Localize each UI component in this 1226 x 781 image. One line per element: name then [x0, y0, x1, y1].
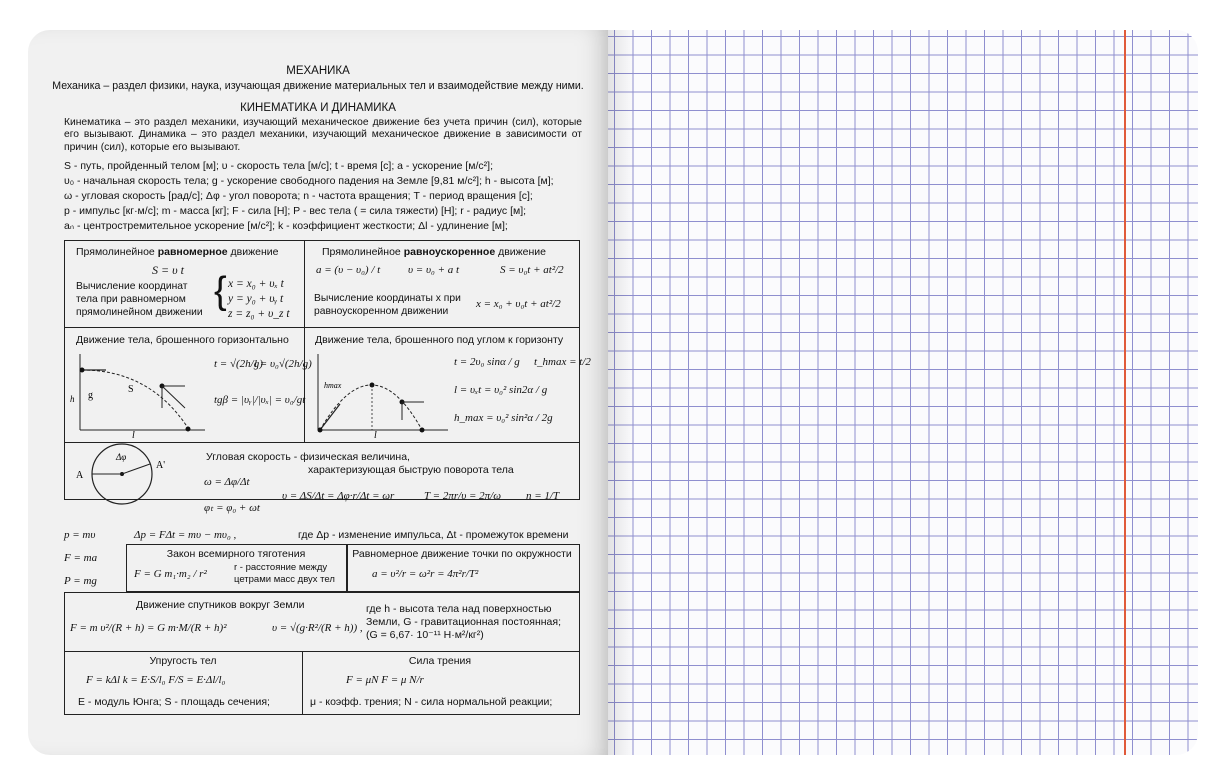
def-line-1: S - путь, пройденный телом [м]; υ - скорость тела [м/с]; t - время [с]; a - ускорение [м/с²]; [64, 160, 494, 172]
intro-text: Механика – раздел физики, наука, изучающая движение материальных тел и взаимодействие между ними. [52, 80, 584, 92]
svg-text:Δφ: Δφ [116, 452, 127, 462]
gravity-note-1: r - расстояние между [234, 562, 328, 573]
satellite-note-2: Земли, G - гравитационная постоянная; [366, 616, 561, 628]
uniform-formula: S = υ t [152, 263, 184, 277]
angle-f3: l = υₓt = υ₀² sin2α / g [454, 384, 548, 396]
right-page-grid [608, 30, 1198, 755]
circle-motion-formula: a = υ²/r = ω²r = 4π²r/T² [372, 568, 479, 580]
impulse-note: где Δp - изменение импульса, Δt - промежуток времени [298, 529, 569, 541]
accel-coord-formula: x = x₀ + υ₀t + at²/2 [476, 298, 561, 310]
gravity-title: Закон всемирного тяготения [166, 548, 306, 560]
accel-coord-text: Вычисление координаты x при равноускоренном движении [314, 293, 461, 317]
rotation-desc-2: характеризующая быструю поворота тела [308, 464, 514, 476]
section-title: КИНЕМАТИКА И ДИНАМИКА [240, 102, 396, 114]
svg-text:l: l [132, 430, 135, 441]
horizontal-throw-diagram [70, 350, 210, 441]
left-page [28, 30, 608, 755]
elastic-formula: F = kΔl k = E·S/l₀ F/S = E·Δl/l₀ [86, 674, 226, 686]
coord-brace: { [214, 270, 227, 312]
accel-f2: υ = υ₀ + a t [408, 264, 460, 276]
friction-note: μ - коэфф. трения; N - сила нормальной реакции; [310, 696, 553, 708]
gravity-formula: F = G m₁·m₂ / r² [134, 568, 207, 580]
angle-f4: h_max = υ₀² sin²α / 2g [454, 412, 553, 424]
impulse-f1: p = mυ [64, 529, 96, 541]
def-line-2: υ₀ - начальная скорость тела; g - ускорение свободного падения на Земле [9,81 м/с²]; h - высота [м]; [64, 175, 554, 187]
coord-x: x = x₀ + υₓ t [228, 278, 284, 290]
angle-throw-diagram [310, 350, 450, 441]
satellite-f1: F = m υ²/(R + h) = G m·M/(R + h)² [70, 622, 227, 634]
angle-f2: t_hmax = t/2 [534, 356, 591, 368]
horizontal-f1: t = √(2h/g) [214, 358, 263, 370]
horizontal-f3: tgβ = |υᵧ|/|υₓ| = υ₀/gt [214, 394, 306, 406]
margin-line [1124, 30, 1126, 755]
friction-formula: F = μN F = μ N/r [346, 674, 424, 686]
satellite-f2: υ = √(g·R²/(R + h)) , [272, 622, 363, 634]
svg-text:l: l [374, 430, 377, 441]
rotation-f1: ω = Δφ/Δt [204, 476, 250, 488]
weight-formula: P = mg [64, 575, 97, 587]
rotation-f4: T = 2πr/υ = 2π/ω [424, 490, 501, 502]
svg-text:A': A' [156, 460, 166, 471]
svg-text:g: g [88, 390, 93, 401]
def-line-3: ω - угловая скорость [рад/с]; Δφ - угол поворота; n - частота вращения; T - период вращения [с]; [64, 190, 533, 202]
coord-y: y = y₀ + υᵧ t [228, 293, 284, 305]
accel-f3: S = υ₀t + at²/2 [500, 264, 564, 276]
rotation-diagram [70, 448, 180, 498]
def-line-4: p - импульс [кг·м/с]; m - масса [кг]; F - сила [Н]; P - вес тела ( = сила тяжести) [Н]; r - радиус [м]; [64, 205, 527, 217]
accel-f1: a = (υ − υ₀) / t [316, 264, 381, 276]
rotation-f3: υ = ΔS/Δt = Δφ·r/Δt = ωr [282, 490, 395, 502]
uniform-coord-text: Вычисление координат тела при равномерном прямолинейном движении [76, 281, 203, 318]
def-line-5: aₙ - центростремительное ускорение [м/с²]; k - коэффициент жесткости; Δl - удлинение [м]; [64, 220, 508, 232]
accel-title: Прямолинейное равноускоренное движение [322, 246, 547, 258]
svg-text:h: h [70, 394, 75, 404]
elastic-note: E - модуль Юнга; S - площадь сечения; [78, 696, 270, 708]
friction-title: Сила трения [408, 655, 472, 667]
impulse-f2: Δp = FΔt = mυ − mυ₀ , [134, 529, 237, 541]
svg-text:S: S [128, 384, 134, 395]
satellite-note-3: (G = 6,67· 10⁻¹¹ Н·м²/кг²) [366, 629, 484, 641]
rotation-f5: n = 1/T [526, 490, 560, 502]
svg-text:A: A [76, 470, 84, 481]
gravity-note-2: цетрами масс двух тел [234, 574, 335, 585]
satellite-note-1: где h - высота тела над поверхностью [366, 603, 552, 615]
satellite-title: Движение спутников вокруг Земли [136, 599, 305, 611]
definition-paragraph: Кинематика – это раздел механики, изучающий механическое движение без учета причин (сил), которые его вызывают. Динамика – это раздел механики, изучающий механическое движение в зависимости от причин (сил), которые его вызывают. [64, 117, 582, 153]
svg-text:hmax: hmax [324, 381, 342, 390]
elastic-title: Упругость тел [149, 655, 217, 667]
uniform-title: Прямолинейное равномерное движение [76, 246, 279, 258]
newton2-formula: F = ma [64, 552, 98, 564]
angle-title: Движение тела, брошенного под углом к горизонту [315, 334, 564, 346]
page-title: МЕХАНИКА [286, 65, 350, 77]
circle-motion-title: Равномерное движение точки по окружности [352, 548, 572, 560]
coord-z: z = z₀ + υ_z t [228, 308, 290, 320]
rotation-desc-1: Угловая скорость - физическая величина, [206, 451, 410, 463]
angle-f1: t = 2υ₀ sinα / g [454, 356, 520, 368]
rotation-f2: φₜ = φ₀ + ωt [204, 502, 260, 514]
horizontal-f2: l = υ₀√(2h/g) [254, 358, 312, 370]
notebook [28, 30, 1198, 755]
horizontal-title: Движение тела, брошенного горизонтально [76, 334, 289, 346]
